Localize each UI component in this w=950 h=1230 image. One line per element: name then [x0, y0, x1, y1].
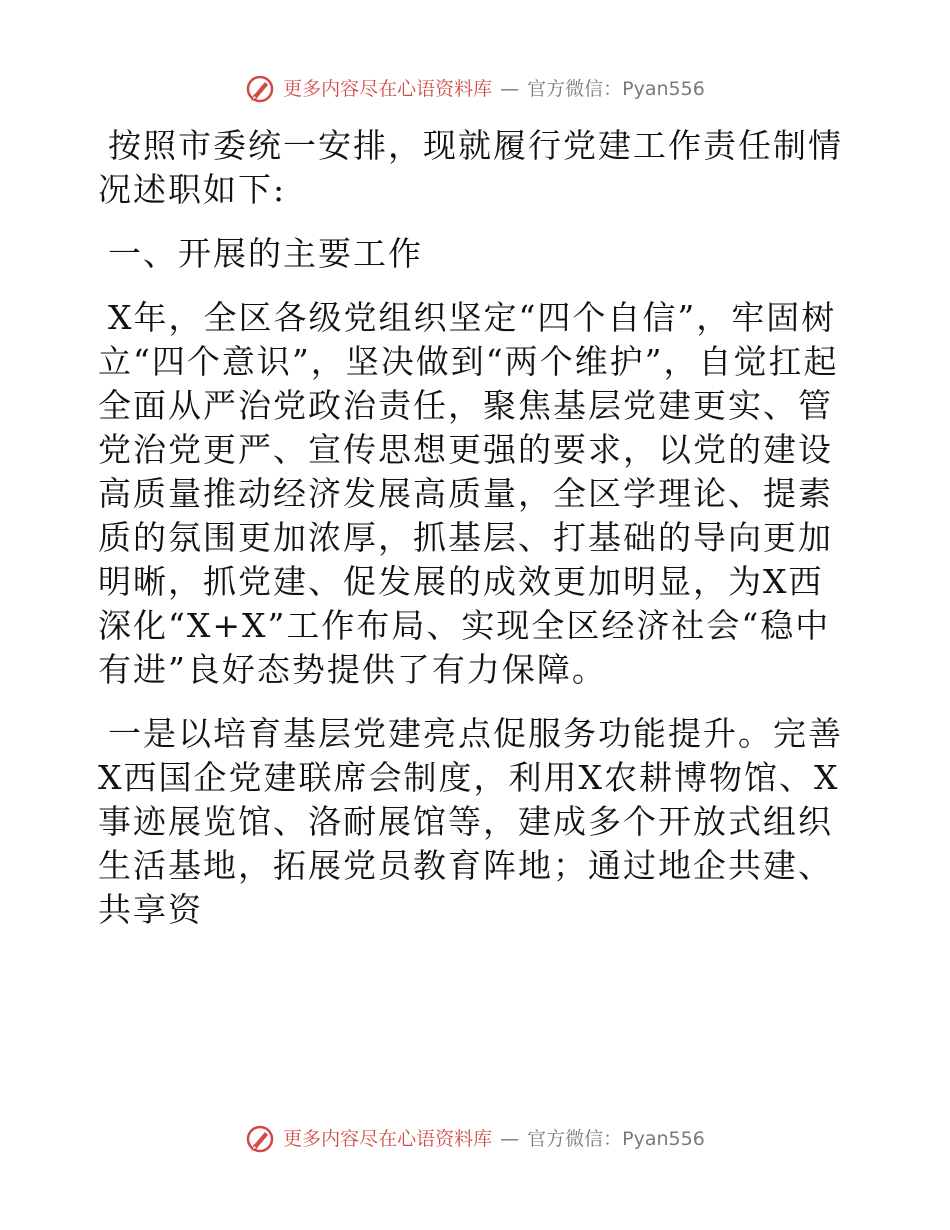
section-heading: 一、开展的主要工作	[108, 234, 423, 273]
watermark-main-text: 更多内容尽在心语资料库	[283, 1128, 493, 1150]
watermark-separator: —	[500, 78, 520, 100]
footer-watermark	[0, 1124, 950, 1154]
watermark-main-text: 更多内容尽在心语资料库	[283, 78, 493, 100]
pen-logo-icon	[245, 1124, 275, 1154]
intro-paragraph: 按照市委统一安排，现就履行党建工作责任制情况述职如下:	[98, 126, 843, 209]
watermark-wechat-text: 官方微信：Pyan556	[527, 1128, 705, 1150]
pen-logo-icon	[245, 74, 275, 104]
point-one-paragraph: 一是以培育基层党建亮点促服务功能提升。完善X西国企党建联席会制度，利用X农耕博物馆、X事迹展览馆、洛耐展馆等，建成多个开放式组织生活基地，拓展党员教育阵地；通过地企共建、共享资	[98, 714, 843, 929]
watermark-separator: —	[500, 1128, 520, 1150]
watermark-wechat-text: 官方微信：Pyan556	[527, 78, 705, 100]
document-body	[98, 124, 858, 932]
header-watermark	[0, 74, 950, 104]
summary-paragraph: X年，全区各级党组织坚定“四个自信”，牢固树立“四个意识”，坚决做到“两个维护”，自觉扛起全面从严治党政治责任，聚焦基层党建更实、管党治党更严、宣传思想更强的要求，以党的建设高质量推动经济发展高质量，全区学理论、提素质的氛围更加浓厚，抓基层、打基础的导向更加明晰，抓党建、促发展的成效更加明显，为X西深化“X+X”工作布局、实现全区经济社会“稳中有进”良好态势提供了有力保障。	[98, 298, 839, 689]
